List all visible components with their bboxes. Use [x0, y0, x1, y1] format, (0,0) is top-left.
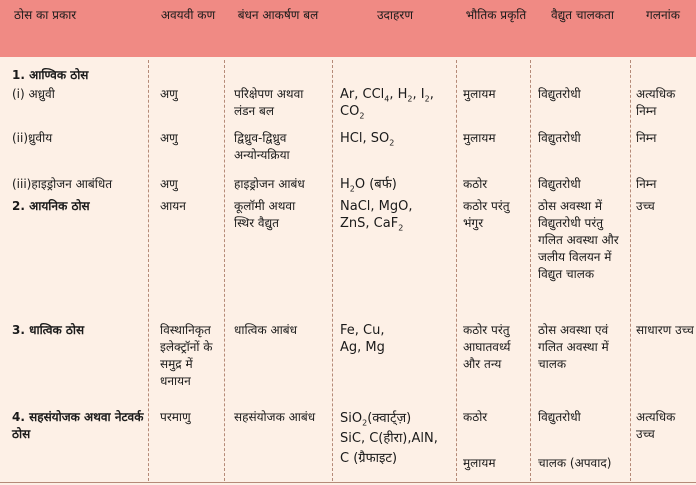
row-ionic-force: कूलॉमी अथवा स्थिर वैद्युत	[234, 199, 296, 230]
row-metallic-nature: कठोर परंतु आघातवर्ध्य और तन्य	[463, 323, 511, 371]
header-bonding-force: बंधन आकर्षण बल	[237, 8, 319, 22]
column-divider	[332, 60, 333, 481]
row-nonpolar-particle: अणु	[160, 87, 178, 101]
row-ionic-particle: आयन	[160, 199, 186, 213]
table-bottom-border	[0, 482, 696, 483]
formula-part: SiC, C(हीरा),AlN,	[340, 431, 438, 446]
row-covalent-examples	[340, 409, 438, 469]
header-constituent-particles: अवयवी कण	[160, 8, 216, 22]
row-metallic-examples	[340, 322, 385, 356]
row-hbond-nature: कठोर	[463, 177, 488, 191]
row-nonpolar-examples	[340, 86, 456, 120]
row-covalent-conductivity-exception: चालक (अपवाद)	[538, 456, 612, 470]
row-ionic-nature: कठोर परंतु भंगुर	[463, 199, 510, 230]
row-ionic-title: 2. आयनिक ठोस	[12, 199, 90, 213]
column-divider	[224, 60, 225, 481]
column-divider	[630, 60, 631, 481]
row-hbond-examples	[340, 176, 397, 193]
formula-part: ZnS, CaF	[340, 216, 399, 231]
formula-subscript: 2	[362, 418, 368, 428]
header-examples: उदाहरण	[376, 8, 413, 22]
row-polar-examples	[340, 130, 394, 147]
row-covalent-nature-hard: कठोर	[463, 410, 488, 424]
formula-part: Fe, Cu,	[340, 323, 385, 338]
row-hbond-force: हाइड्रोजन आबंध	[234, 177, 305, 191]
formula-part: CO	[340, 104, 360, 119]
formula-part: O (बर्फ)	[354, 177, 397, 192]
row-ionic-examples	[340, 198, 412, 232]
header-melting-point: गलनांक	[646, 8, 680, 22]
formula-part: Ag, Mg	[340, 340, 385, 355]
row-ionic-conductivity: ठोस अवस्था में विद्युतरोधी परंतु गलित अवस्था और जलीय विलयन में विद्युत चालक	[538, 199, 619, 281]
formula-subscript: 2	[349, 184, 355, 194]
formula-part: C (ग्रैफाइट)	[340, 451, 398, 466]
row-hbond-particle: अणु	[160, 177, 178, 191]
row-metallic-particle: विस्थानिकृत इलेक्ट्रॉनों के समुद्र में धनायन	[160, 323, 213, 388]
formula-part: Ar, CCl	[340, 87, 385, 102]
row-polar-melting-point: निम्न	[636, 131, 657, 145]
row-hbond-conductivity: विद्युतरोधी	[538, 177, 581, 191]
formula-subscript: 2	[407, 94, 413, 104]
row-polar-type: (ii)ध्रुवीय	[12, 131, 53, 145]
header-electrical-conductivity: वैद्युत चालकता	[551, 8, 614, 22]
row-covalent-melting-point: अत्यधिक उच्च	[636, 410, 676, 441]
formula-part: , H	[389, 87, 408, 102]
row-polar-force: द्विध्रुव-द्विध्रुव अन्योन्यक्रिया	[234, 131, 290, 162]
row-nonpolar-type: (i) अध्रुवी	[12, 87, 55, 101]
formula-subscript: 4	[384, 94, 390, 104]
row-polar-conductivity: विद्युतरोधी	[538, 131, 581, 145]
column-divider	[456, 60, 457, 481]
formula-part: ,	[429, 87, 434, 102]
column-divider	[148, 60, 149, 481]
row-nonpolar-nature: मुलायम	[463, 87, 496, 101]
formula-subscript: 2	[424, 94, 430, 104]
header-physical-nature: भौतिक प्रकृति	[465, 8, 527, 22]
row-metallic-conductivity: ठोस अवस्था एवं गलित अवस्था में चालक	[538, 323, 609, 371]
row-covalent-nature-soft: मुलायम	[463, 456, 496, 470]
formula-part: HCl, SO	[340, 131, 390, 146]
row-covalent-conductivity-insulator: विद्युतरोधी	[538, 410, 581, 424]
row-covalent-force: सहसंयोजक आबंध	[234, 410, 316, 424]
formula-subscript: 2	[398, 223, 404, 233]
row-nonpolar-conductivity: विद्युतरोधी	[538, 87, 581, 101]
row-nonpolar-melting-point: अत्यधिक निम्न	[636, 87, 676, 118]
formula-part: NaCl, MgO,	[340, 199, 413, 214]
row-metallic-title: 3. धात्विक ठोस	[12, 323, 85, 337]
header-solid-type: ठोस का प्रकार	[14, 8, 77, 22]
formula-part: H	[340, 177, 350, 192]
row-hbond-type: (iii)हाइड्रोजन आबंधित	[12, 177, 113, 191]
row-hbond-melting-point: निम्न	[636, 177, 657, 191]
column-divider	[530, 60, 531, 481]
formula-part: , I	[412, 87, 425, 102]
row-polar-particle: अणु	[160, 131, 178, 145]
row-ionic-melting-point: उच्च	[636, 199, 655, 213]
row-metallic-force: धात्विक आबंध	[234, 323, 297, 337]
table-header	[0, 0, 696, 57]
row-molecular-title: 1. आण्विक ठोस	[12, 68, 89, 82]
formula-part: SiO	[340, 411, 363, 426]
row-metallic-melting-point: साधारण उच्च	[636, 323, 694, 337]
row-nonpolar-force: परिक्षेपण अथवा लंडन बल	[234, 87, 304, 118]
formula-part: (क्वार्ट्ज़)	[367, 411, 412, 426]
formula-subscript: 2	[389, 138, 395, 148]
row-covalent-title: 4. सहसंयोजक अथवा नेटवर्क ठोस	[12, 410, 144, 441]
row-polar-nature: मुलायम	[463, 131, 496, 145]
row-covalent-particle: परमाणु	[160, 410, 191, 424]
formula-subscript: 2	[359, 111, 365, 121]
